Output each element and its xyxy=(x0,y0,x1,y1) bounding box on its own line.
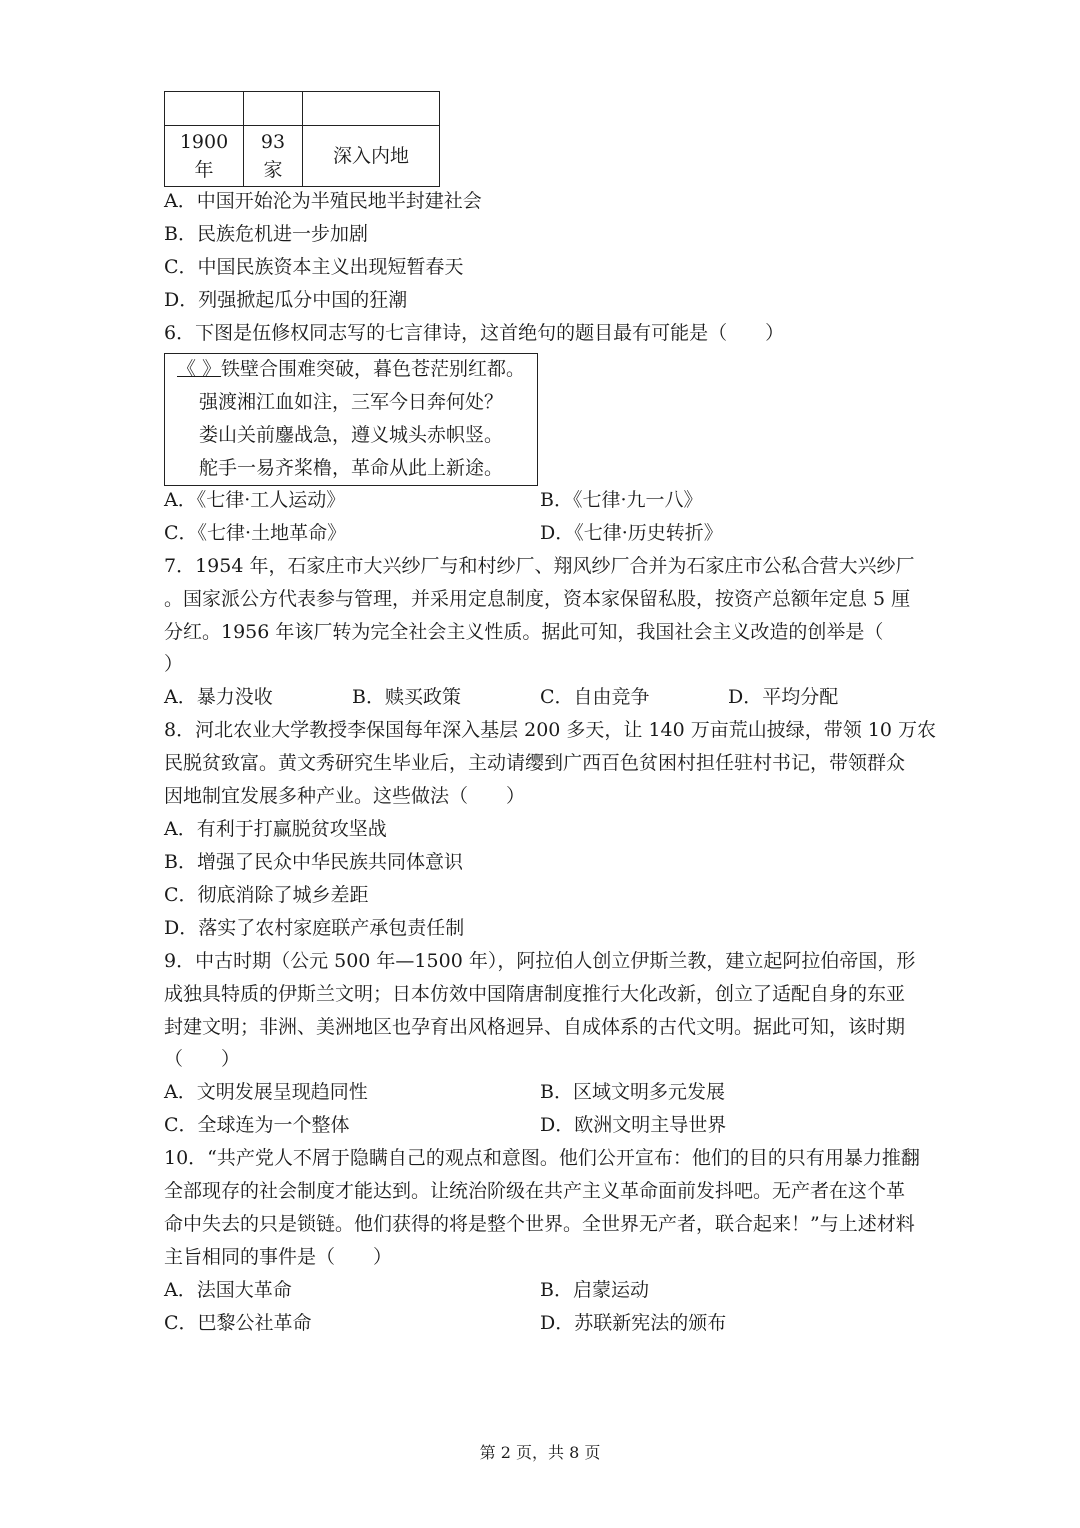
q7-option-a[interactable]: A．暴力没收 xyxy=(164,686,273,708)
q8-line-1: 8．河北农业大学教授李保国每年深入基层 200 多天，让 140 万亩荒山披绿，带领 10 万农 xyxy=(164,719,937,741)
table-cell xyxy=(244,92,303,126)
q9-line-3: 封建文明；非洲、美洲地区也孕育出风格迥异、自成体系的古代文明。据此可知，该时期 xyxy=(164,1016,906,1038)
q10-option-c[interactable]: C．巴黎公社革命 xyxy=(164,1312,312,1334)
table-row xyxy=(165,126,440,187)
q5-option-d[interactable]: D．列强掀起瓜分中国的狂潮 xyxy=(164,289,408,311)
q6-option-c[interactable]: C．《七律·土地革命》 xyxy=(164,522,347,544)
q8-line-3: 因地制宜发展多种产业。这些做法（ ） xyxy=(164,785,526,807)
q9-option-a[interactable]: A．文明发展呈现趋同性 xyxy=(164,1081,368,1103)
poem-line-2: 强渡湘江血如注，三军今日奔何处？ xyxy=(199,391,504,413)
table-cell-year: 1900 年 xyxy=(165,126,244,187)
q10-option-b[interactable]: B．启蒙运动 xyxy=(540,1279,649,1301)
q7-line-4: ） xyxy=(164,653,184,675)
poem-title-blank: 《 》 xyxy=(177,358,222,380)
q6-option-b[interactable]: B．《七律·九一八》 xyxy=(540,489,703,511)
poem-line-1 xyxy=(177,356,525,382)
poem-line-1-text: 铁壁合围难突破，暮色苍茫别红都。 xyxy=(221,358,526,380)
table-cell xyxy=(165,92,244,126)
q10-line-1: 10．“共产党人不屑于隐瞒自己的观点和意图。他们公开宣布：他们的目的只有用暴力推翻 xyxy=(164,1147,920,1169)
q5-option-b[interactable]: B．民族危机进一步加剧 xyxy=(164,223,368,245)
q7-line-3: 分红。1956 年该厂转为完全社会主义性质。据此可知，我国社会主义改造的创举是（ xyxy=(164,621,884,643)
q8-option-a[interactable]: A．有利于打赢脱贫攻坚战 xyxy=(164,818,387,840)
data-table xyxy=(164,91,440,187)
q8-option-c[interactable]: C．彻底消除了城乡差距 xyxy=(164,884,369,906)
table-row xyxy=(165,92,440,126)
q7-line-2: 。国家派公方代表参与管理，并采用定息制度，资本家保留私股，按资产总额年定息 5 厘 xyxy=(164,588,911,610)
q9-option-c[interactable]: C．全球连为一个整体 xyxy=(164,1114,350,1136)
q10-line-3: 命中失去的只是锁链。他们获得的将是整个世界。全世界无产者，联合起来！”与上述材料 xyxy=(164,1213,915,1235)
q6-option-d[interactable]: D．《七律·历史转折》 xyxy=(540,522,723,544)
poem-line-3: 娄山关前鏖战急，遵义城头赤帜竖。 xyxy=(199,424,504,446)
q10-line-2: 全部现存的社会制度才能达到。让统治阶级在共产主义革命面前发抖吧。无产者在这个革 xyxy=(164,1180,906,1202)
q9-option-b[interactable]: B．区域文明多元发展 xyxy=(540,1081,725,1103)
q9-option-d[interactable]: D．欧洲文明主导世界 xyxy=(540,1114,727,1136)
page-number: 第 2 页，共 8 页 xyxy=(479,1443,601,1462)
table-cell-desc: 深入内地 xyxy=(303,126,440,187)
q7-option-b[interactable]: B．赎买政策 xyxy=(352,686,461,708)
table-cell xyxy=(303,92,440,126)
q9-line-2: 成独具特质的伊斯兰文明；日本仿效中国隋唐制度推行大化改新，创立了适配自身的东亚 xyxy=(164,983,906,1005)
q8-option-d[interactable]: D．落实了农村家庭联产承包责任制 xyxy=(164,917,465,939)
q10-line-4: 主旨相同的事件是（ ） xyxy=(164,1246,393,1268)
table-cell-count: 93 家 xyxy=(244,126,303,187)
q9-line-4: （ ） xyxy=(164,1048,241,1070)
poem-box xyxy=(164,353,538,486)
q8-option-b[interactable]: B．增强了民众中华民族共同体意识 xyxy=(164,851,463,873)
q6-stem: 6．下图是伍修权同志写的七言律诗，这首绝句的题目最有可能是（ ） xyxy=(164,322,785,344)
q5-option-a[interactable]: A．中国开始沦为半殖民地半封建社会 xyxy=(164,190,482,212)
q6-option-a[interactable]: A．《七律·工人运动》 xyxy=(164,489,346,511)
q10-option-a[interactable]: A．法国大革命 xyxy=(164,1279,292,1301)
q10-option-d[interactable]: D．苏联新宪法的颁布 xyxy=(540,1312,727,1334)
q9-line-1: 9．中古时期（公元 500 年—1500 年），阿拉伯人创立伊斯兰教，建立起阿拉伯帝国，形 xyxy=(164,950,916,972)
q8-line-2: 民脱贫致富。黄文秀研究生毕业后，主动请缨到广西百色贫困村担任驻村书记，带领群众 xyxy=(164,752,906,774)
q5-option-c[interactable]: C．中国民族资本主义出现短暂春天 xyxy=(164,256,464,278)
q7-line-1: 7．1954 年，石家庄市大兴纱厂与和村纱厂、翔风纱厂合并为石家庄市公私合营大兴纱厂 xyxy=(164,555,915,577)
q7-option-c[interactable]: C．自由竞争 xyxy=(540,686,650,708)
q7-option-d[interactable]: D．平均分配 xyxy=(728,686,839,708)
poem-line-4: 舵手一易齐桨橹，革命从此上新途。 xyxy=(199,457,504,479)
